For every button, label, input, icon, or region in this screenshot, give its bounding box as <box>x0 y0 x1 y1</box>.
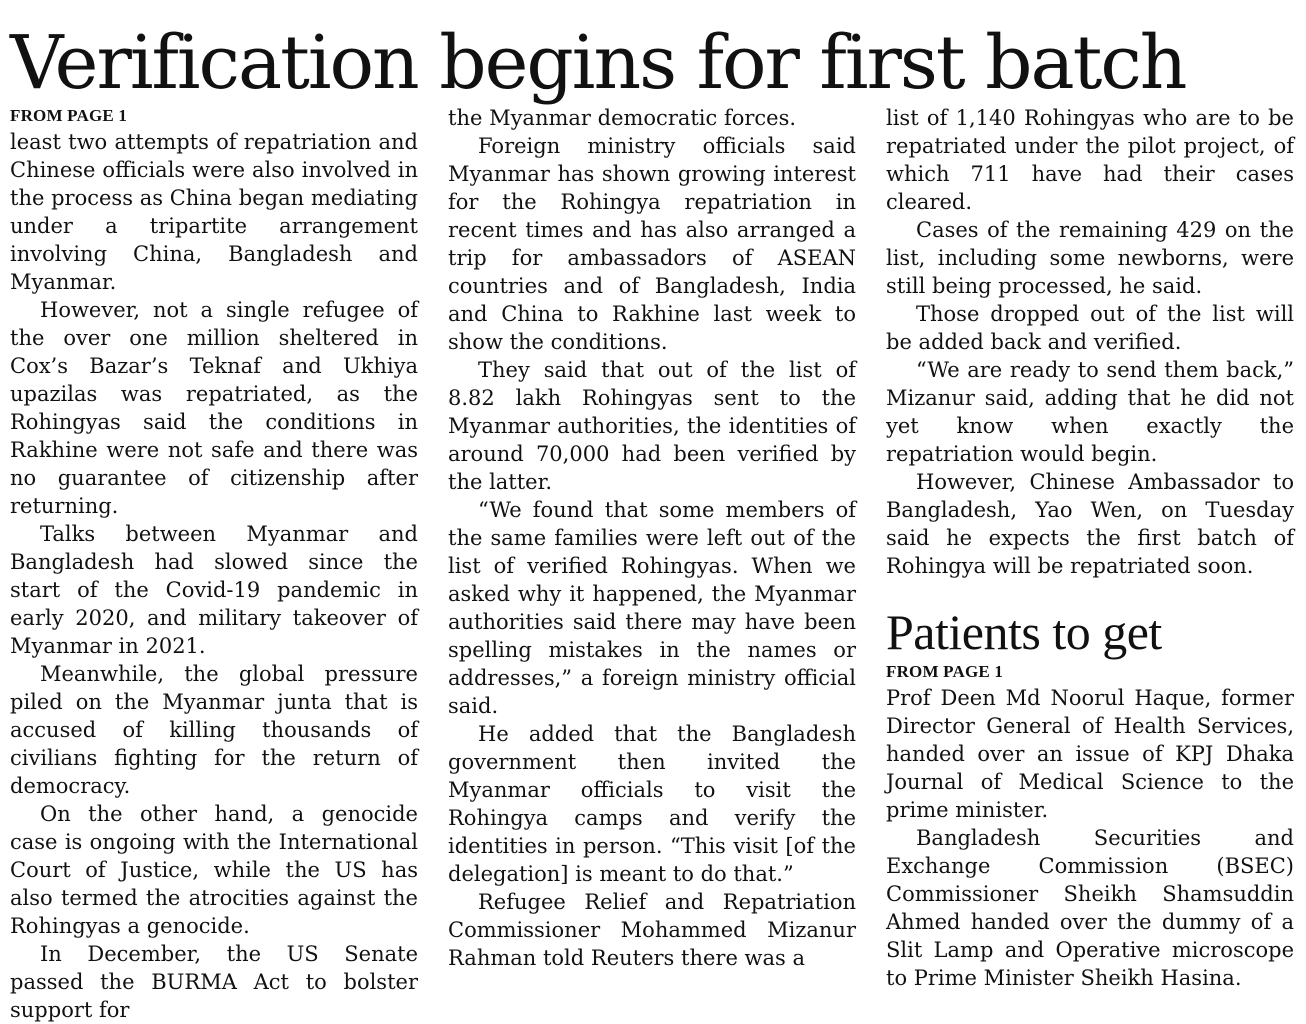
paragraph: He added that the Bangladesh government then invited the Myanmar officials to visit the Rohingya camps and verify the identities in person. “This visit [of the delegation] is meant to do that.” <box>448 722 856 886</box>
story-2-kicker: FROM PAGE 1 <box>886 662 1004 681</box>
paragraph: Foreign ministry officials said Myanmar has shown growing interest for the Rohingya repatriation in recent times and has also arranged a trip for ambassadors of ASEAN countries and of Bangladesh, India and China to Rakhine last week to show the conditions. <box>448 134 856 354</box>
paragraph: Refugee Relief and Repatriation Commissioner Mohammed Mizanur Rahman told Reuters there was a <box>448 890 856 970</box>
paragraph: least two attempts of repatriation and Chinese officials were also involved in the process as China began mediating under a tripartite arrangement involving China, Bangladesh and Myanmar. <box>10 130 418 294</box>
kicker: FROM PAGE 1 <box>10 106 128 125</box>
paragraph: Bangladesh Securities and Exchange Commission (BSEC) Commissioner Sheikh Shamsuddin Ahmed handed over the dummy of a Slit Lamp and Operative microscope to Prime Minister Sheikh Hasina. <box>886 826 1294 990</box>
paragraph: On the other hand, a genocide case is ongoing with the International Court of Justice, while the US has also termed the atrocities against the Rohingyas a genocide. <box>10 802 418 938</box>
headline: Verification begins for first batch <box>10 20 1186 106</box>
paragraph: However, not a single refugee of the over one million sheltered in Cox’s Bazar’s Teknaf and Ukhiya upazilas was repatriated, as the Rohingyas said the conditions in Rakhine were not safe and there was no guarantee of citizenship after returning. <box>10 298 418 518</box>
paragraph: In December, the US Senate passed the BURMA Act to bolster support for <box>10 942 418 1022</box>
paragraph: Talks between Myanmar and Bangladesh had slowed since the start of the Covid-19 pandemic in early 2020, and military takeover of Myanmar in 2021. <box>10 522 418 658</box>
paragraph: the Myanmar democratic forces. <box>448 106 797 130</box>
paragraph: Prof Deen Md Noorul Haque, former Director General of Health Services, handed over an issue of KPJ Dhaka Journal of Medical Science to the prime minister. <box>886 686 1294 822</box>
paragraph: Meanwhile, the global pressure piled on the Myanmar junta that is accused of killing thousands of civilians fighting for the return of democracy. <box>10 662 418 798</box>
paragraph: They said that out of the list of 8.82 lakh Rohingyas sent to the Myanmar authorities, the identities of around 70,000 had been verified by the latter. <box>448 358 856 494</box>
column-2 <box>448 104 856 972</box>
paragraph: Those dropped out of the list will be added back and verified. <box>886 302 1294 354</box>
paragraph: “We are ready to send them back,” Mizanur said, adding that he did not yet know when exactly the repatriation would begin. <box>886 358 1294 466</box>
paragraph: Cases of the remaining 429 on the list, including some newborns, were still being processed, he said. <box>886 218 1294 298</box>
column-1 <box>10 104 418 1024</box>
story-2-headline: Patients to get <box>886 604 1162 660</box>
column-3 <box>886 104 1294 992</box>
paragraph: However, Chinese Ambassador to Bangladesh, Yao Wen, on Tuesday said he expects the first batch of Rohingya will be repatriated soon. <box>886 470 1294 578</box>
paragraph: list of 1,140 Rohingyas who are to be repatriated under the pilot project, of which 711 have had their cases cleared. <box>886 106 1294 214</box>
paragraph: “We found that some members of the same families were left out of the list of verified Rohingyas. When we asked why it happened, the Myanmar authorities said there may have been spelling mistakes in the names or addresses,” a foreign ministry official said. <box>448 498 856 718</box>
